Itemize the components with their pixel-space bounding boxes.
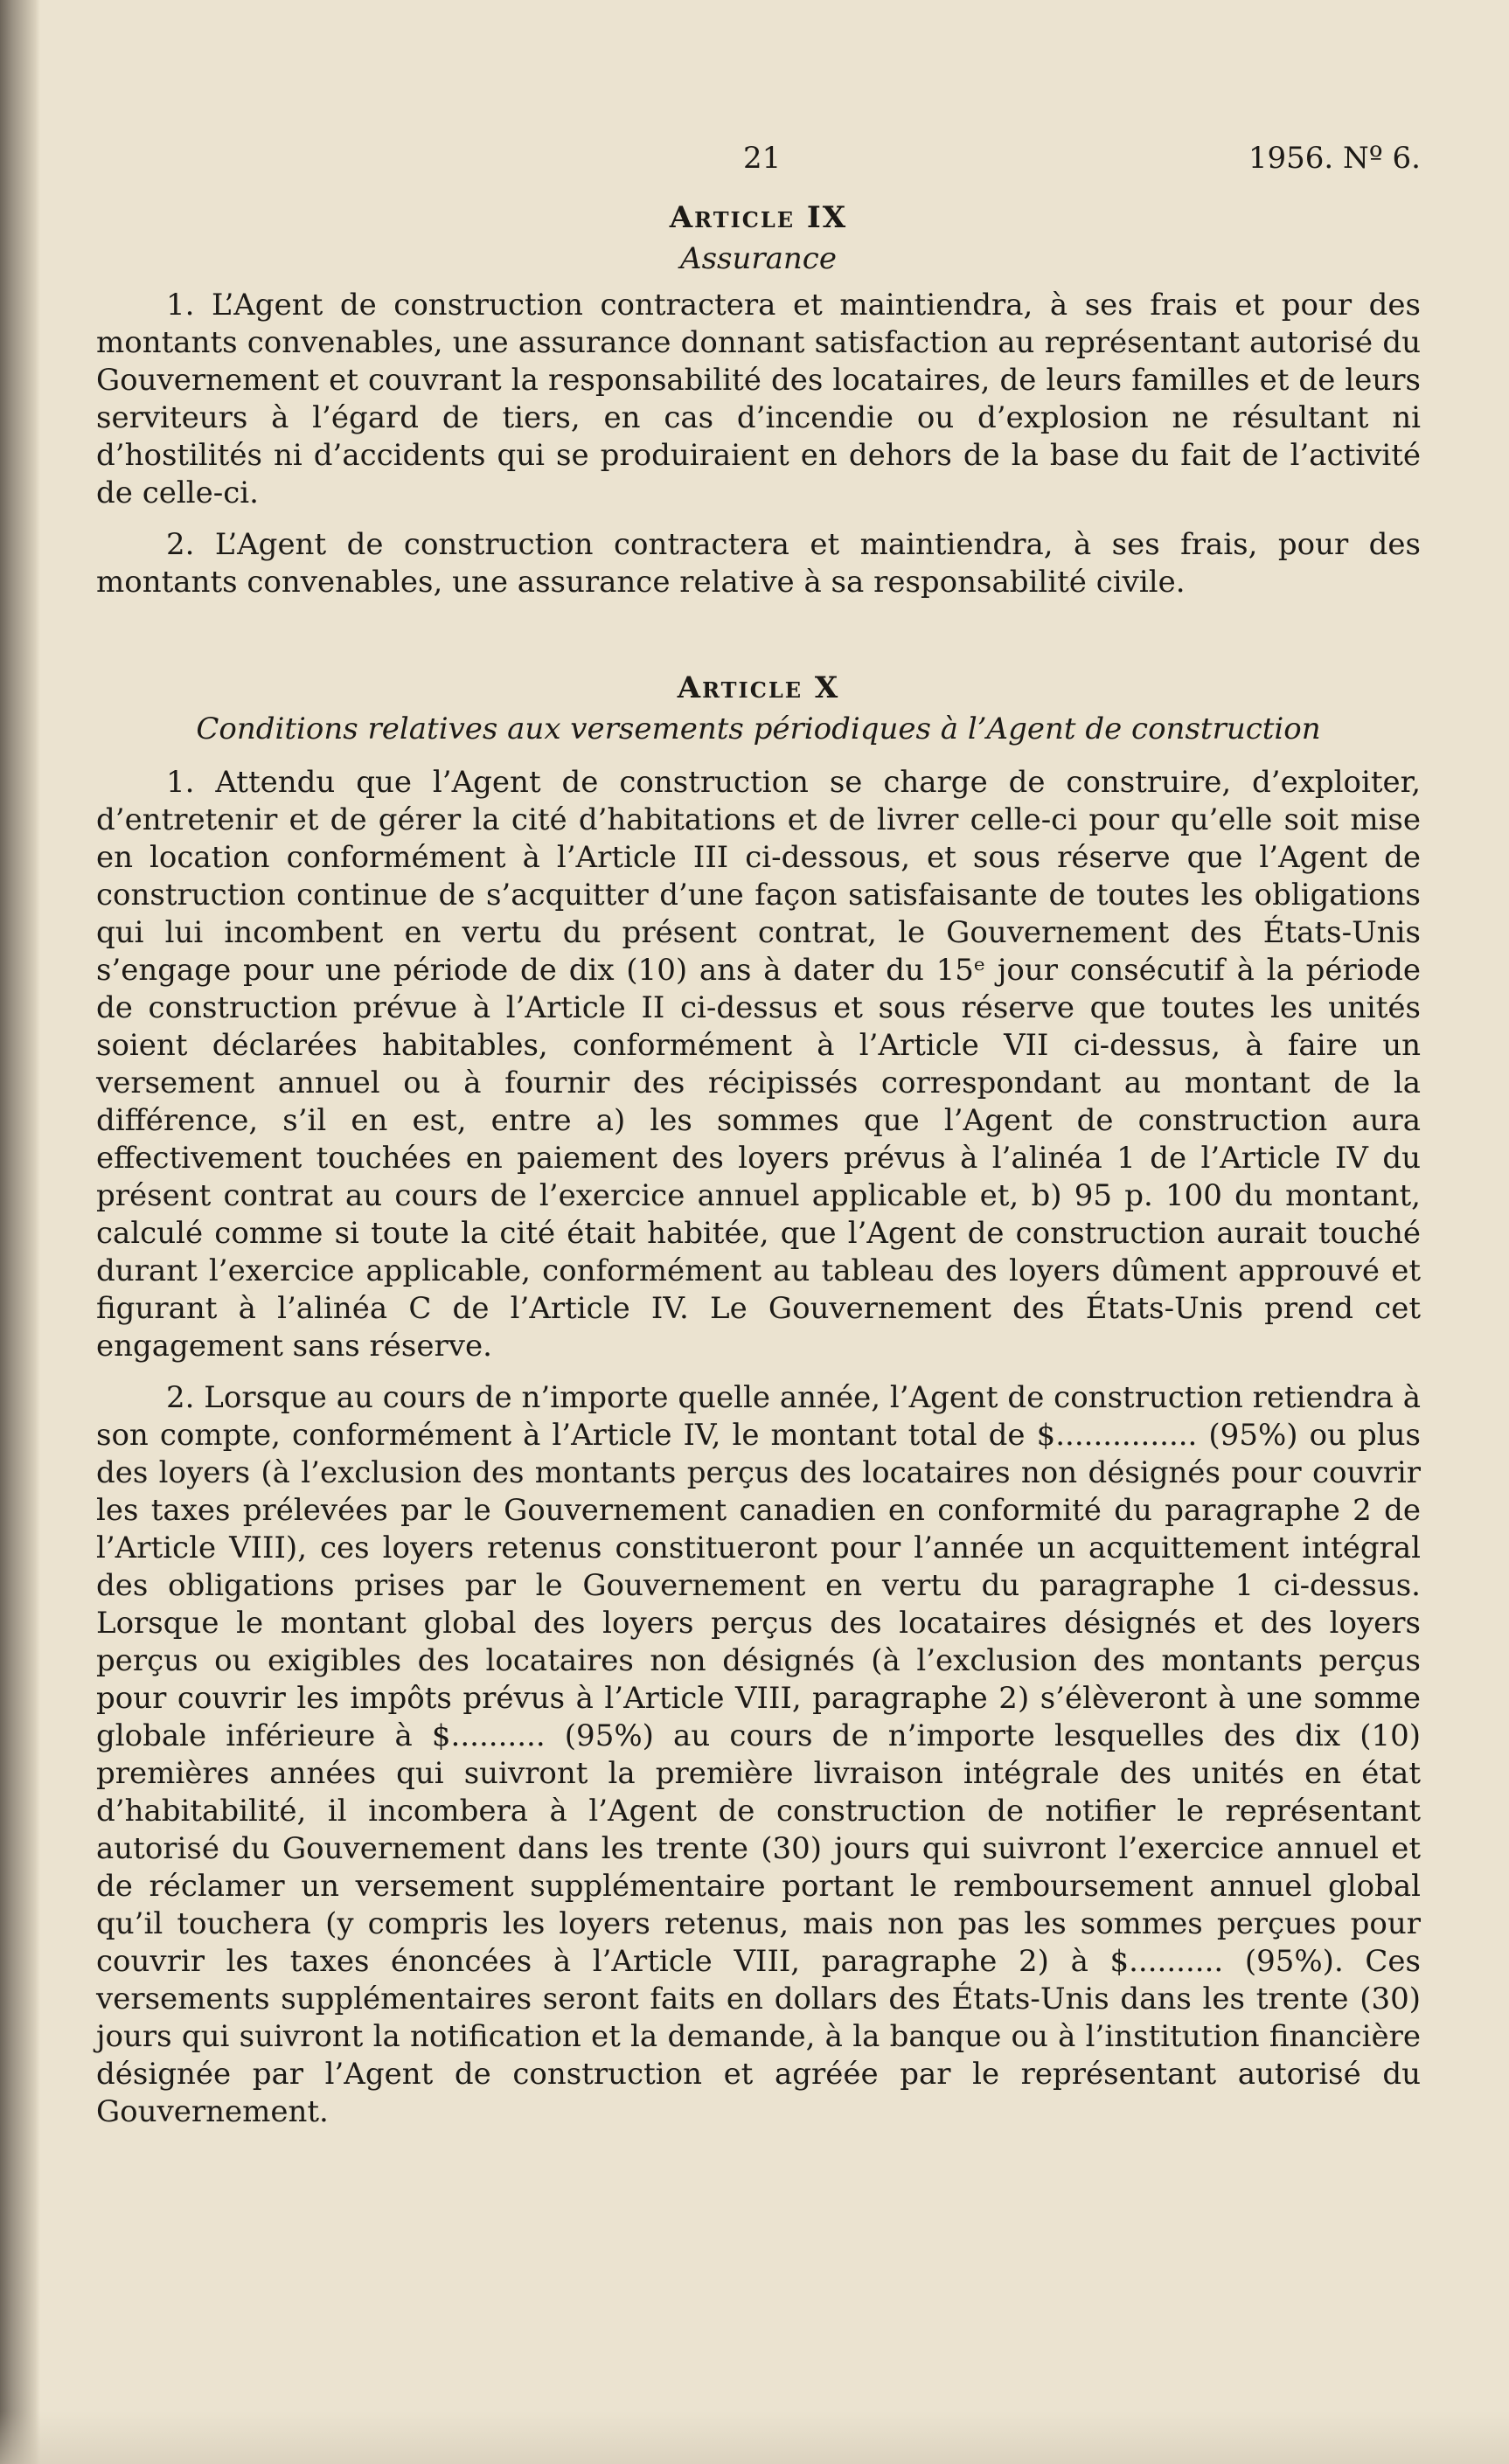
article-x [96, 670, 1421, 2131]
article-x-paragraph-1: 1. Attendu que l’Agent de construction se charge de construire, d’exploiter, d’entretenir et de gérer la cité d’habitations et de livrer celle-ci pour qu’elle soit mise en location conformément à l’Article III ci-dessous, et sous réserve que l’Agent de construction continue de s’acquitter d’une façon satisfaisante de toutes les obligations qui lui incombent en vertu du présent contrat, le Gouvernement des États-Unis s’engage pour une période de dix (10) ans à dater du 15ᵉ jour consécutif à la période de construction prévue à l’Article II ci-dessus et sous réserve que toutes les unités soient déclarées habitables, conformément à l’Article VII ci-dessus, à faire un versement annuel ou à fournir des récipissés correspondant au montant de la différence, s’il en est, entre a) les sommes que l’Agent de construction aura effectivement touchées en paiement des loyers prévus à l’alinéa 1 de l’Article IV du présent contrat au cours de l’exercice annuel applicable et, b) 95 p. 100 du montant, calculé comme si toute la cité était habitée, que l’Agent de construction aurait touché durant l’exercice applicable, conformément au tableau des loyers dûment approuvé et figurant à l’alinéa C de l’Article IV. Le Gouvernement des États-Unis prend cet engagement sans réserve. [96, 765, 1421, 1364]
article-x-paragraph-2: 2. Lorsque au cours de n’importe quelle année, l’Agent de construction retiendra à son compte, conformément à l’Article IV, le montant total de $............... (95%) ou plus des loyers (à l’exclusion des montants perçus des locataires non désignés pour couvrir les taxes prélevées par le Gouvernement canadien en conformité du paragraphe 2 de l’Article VIII), ces loyers retenus constitueront pour l’année un acquittement intégral des obligations prises par le Gouvernement en vertu du paragraphe 1 ci-dessus. Lorsque le montant global des loyers perçus des locataires désignés et des loyers perçus ou exigibles des locataires non désignés (à l’exclusion des montants perçus pour couvrir les impôts prévus à l’Article VIII, paragraphe 2) s’élèveront à une somme globale inférieure à $.......... (95%) au cours de n’importe lesquelles des dix (10) premières années qui suivront la première livraison intégrale des unités en état d’habitabilité, il incombera à l’Agent de construction de notifier le représentant autorisé du Gouvernement dans les trente (30) jours qui suivront l’exercice annuel et de réclamer un versement supplémentaire portant le remboursement annuel global qu’il touchera (y compris les loyers retenus, mais non pas les sommes perçues pour couvrir les taxes énoncées à l’Article VIII, paragraphe 2) à $.......... (95%). Ces versements supplémentaires seront faits en dollars des États-Unis dans les trente (30) jours qui suivront la notification et la demande, à la banque ou à l’institution financière désignée par l’Agent de construction et agréée par le représentant autorisé du Gouvernement. [96, 1380, 1421, 2129]
article-x-subtitle: Conditions relatives aux versements périodiques à l’Agent de construction [196, 711, 1321, 746]
running-head [96, 140, 1421, 184]
document-page [96, 140, 1421, 2145]
article-x-heading: Article X [677, 670, 840, 705]
article-ix-heading: Article IX [669, 200, 848, 235]
article-ix [96, 199, 1421, 601]
article-ix-subtitle: Assurance [680, 241, 837, 276]
article-ix-paragraph-1: 1. L’Agent de construction contractera et maintiendra, à ses frais et pour des montants convenables, une assurance donnant satisfaction au représentant autorisé du Gouvernement et couvrant la responsabilité des locataires, de leurs familles et de leurs serviteurs à l’égard de tiers, en cas d’incendie ou d’explosion ne résultant ni d’hostilités ni d’accidents qui se produiraient en dehors de la base du fait de l’activité de celle-ci. [96, 288, 1421, 510]
page-bottom-edge [0, 2412, 1509, 2464]
page-number: 21 [743, 141, 782, 176]
article-ix-paragraph-2: 2. L’Agent de construction contractera et maintiendra, à ses frais, pour des montants convenables, une assurance relative à sa responsabilité civile. [96, 527, 1421, 600]
document-reference: 1956. Nº 6. [1248, 141, 1421, 176]
book-spine-shadow [0, 0, 40, 2464]
